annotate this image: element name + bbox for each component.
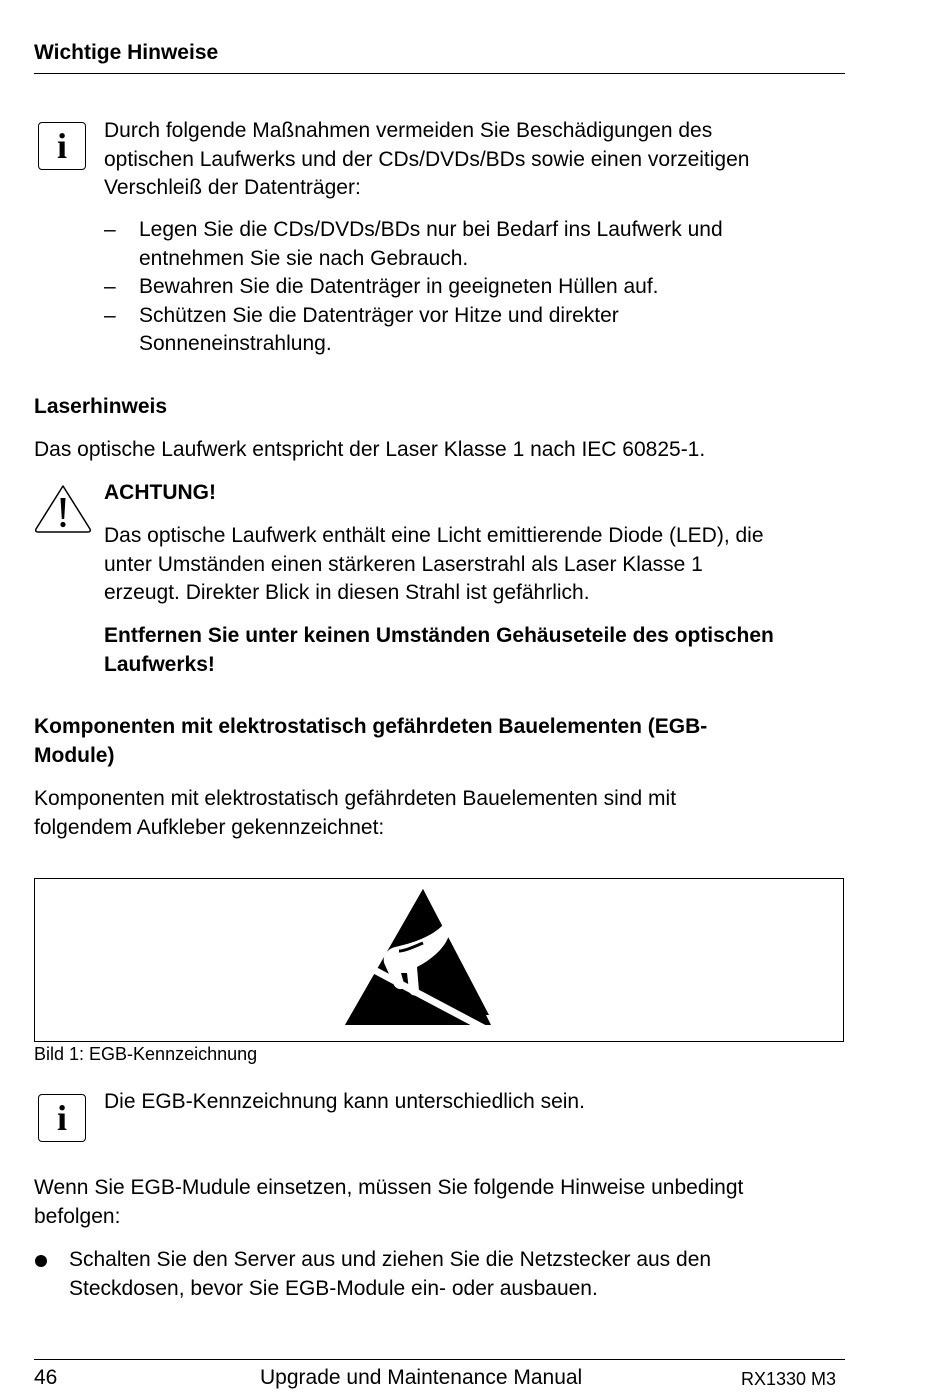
page-number: 46 [34, 1366, 58, 1389]
dash-mark: – [104, 218, 116, 241]
modules-text-line: befolgen: [34, 1204, 121, 1228]
bullet-line: Steckdosen, bevor Sie EGB-Module ein- oder ausbauen. [69, 1276, 598, 1300]
header-rule [34, 73, 845, 74]
warning-triangle-icon [33, 483, 93, 535]
caution-line: erzeugt. Direkter Blick in diesen Strahl ist gefährlich. [104, 581, 590, 604]
manual-title: Upgrade und Maintenance Manual [260, 1366, 583, 1389]
info-icon: i [38, 122, 86, 170]
caution-line: Das optische Laufwerk enthält eine Licht emittierende Diode (LED), die [104, 524, 764, 547]
laser-text: Das optische Laufwerk entspricht der Laser Klasse 1 nach IEC 60825-1. [34, 438, 706, 461]
caution-line: unter Umständen einen stärkeren Laserstrahl als Laser Klasse 1 [104, 552, 703, 576]
caution-text [104, 522, 764, 608]
bullet-line: Schalten Sie den Server aus und ziehen Sie die Netzstecker aus den [69, 1248, 712, 1271]
note1-list [104, 216, 723, 359]
dash-mark: – [104, 303, 116, 327]
footer-rule [34, 1359, 845, 1360]
modules-bullet-text [69, 1246, 711, 1303]
egb-heading-line: Module) [34, 743, 115, 767]
modules-text [34, 1174, 743, 1231]
note1-text [104, 117, 749, 203]
figure-caption: Bild 1: EGB-Kennzeichnung [34, 1044, 258, 1064]
caution-bold-text [104, 622, 774, 679]
list-item-line: Sonneneinstrahlung. [139, 332, 332, 355]
note1-line: Durch folgende Maßnahmen vermeiden Sie Beschädigungen des [104, 119, 713, 142]
note1-line: optischen Laufwerks und der CDs/DVDs/BDs sowie einen vorzeitigen [104, 147, 750, 171]
egb-heading-line: Komponenten mit elektrostatisch gefährdeten Bauelementen (EGB- [34, 715, 708, 738]
list-item [104, 273, 723, 302]
caution-bold-line: Entfernen Sie unter keinen Umständen Gehäuseteile des optischen [104, 624, 774, 647]
figure-box [34, 878, 844, 1042]
caution-heading: ACHTUNG! [104, 481, 216, 504]
caution-bold-line: Laufwerks! [104, 652, 215, 676]
modules-text-line: Wenn Sie EGB-Mudule einsetzen, müssen Sie folgende Hinweise unbedingt [34, 1176, 744, 1199]
egb-heading [34, 713, 707, 770]
list-item [104, 216, 723, 273]
note2-text: Die EGB-Kennzeichnung kann unterschiedlich sein. [104, 1090, 585, 1113]
laser-heading: Laserhinweis [34, 395, 168, 418]
list-item [104, 302, 723, 359]
info-icon: i [38, 1094, 86, 1142]
egb-text-line: Komponenten mit elektrostatisch gefährdeten Bauelementen sind mit [34, 787, 677, 810]
list-item-line: Bewahren Sie die Datenträger in geeigneten Hüllen auf. [139, 275, 659, 298]
model-name: RX1330 M3 [741, 1369, 837, 1389]
list-item-line: Legen Sie die CDs/DVDs/BDs nur bei Bedarf ins Laufwerk und [139, 218, 723, 241]
egb-text [34, 785, 676, 842]
dash-mark: – [104, 275, 116, 298]
note1-line: Verschleiß der Datenträger: [104, 176, 361, 199]
bullet-icon [34, 1254, 48, 1268]
list-item-line: entnehmen Sie sie nach Gebrauch. [139, 246, 469, 270]
esd-warning-icon [343, 887, 493, 1029]
list-item-line: Schützen Sie die Datenträger vor Hitze und direkter [139, 303, 619, 327]
egb-text-line: folgendem Aufkleber gekennzeichnet: [34, 815, 385, 839]
page-header-title: Wichtige Hinweise [34, 41, 219, 64]
